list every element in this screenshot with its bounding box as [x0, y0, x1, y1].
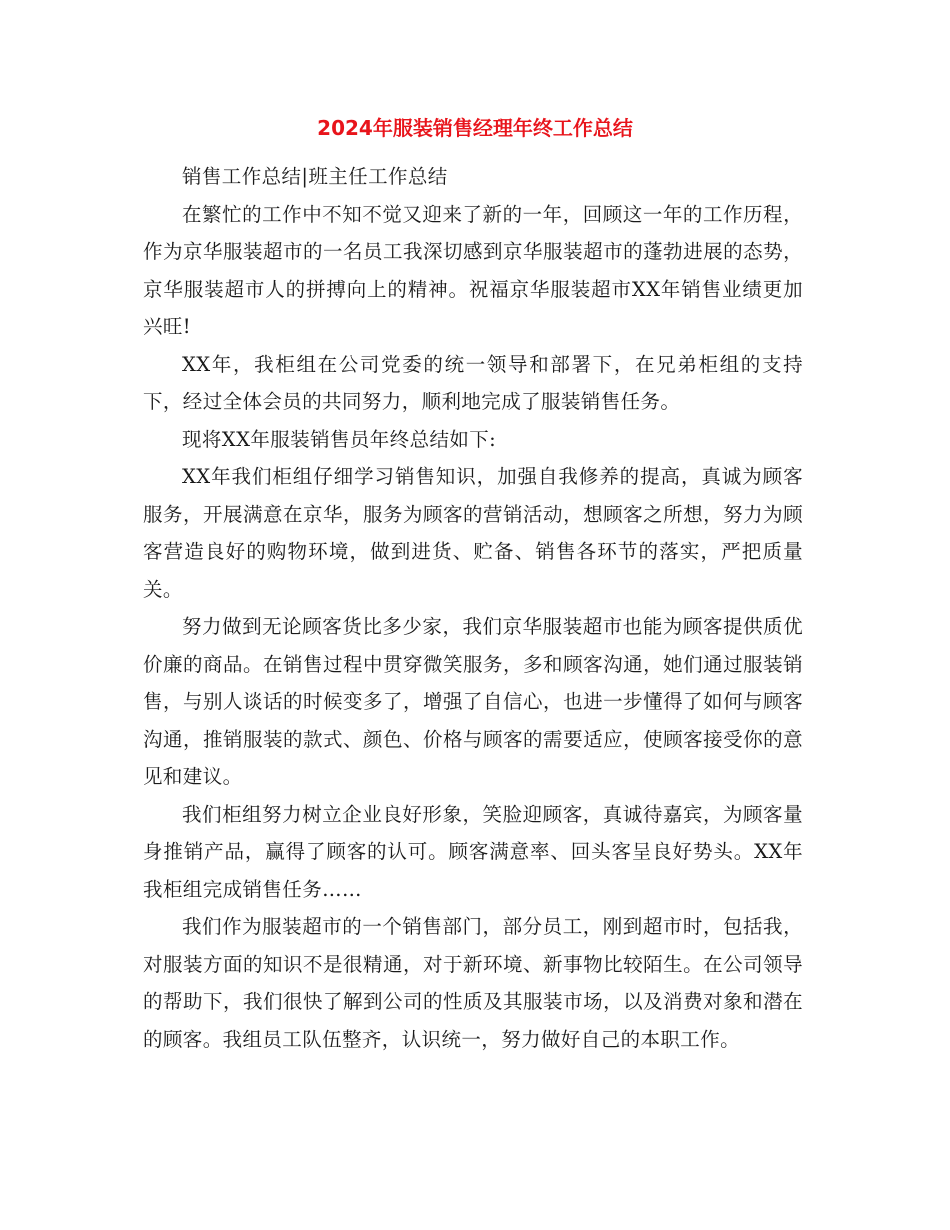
document-subtitle: 销售工作总结|班主任工作总结	[182, 165, 448, 188]
paragraph-intro: 在繁忙的工作中不知不觉又迎来了新的一年，回顾这一年的工作历程，作为京华服装超市的一名员工我深切感到京华服装超市的蓬勃进展的态势，京华服装超市人的拼搏向上的精神。祝福京华服装超市XX年销售业绩更加兴旺!	[143, 202, 803, 338]
paragraph-task-completion: XX年，我柜组在公司党委的统一领导和部署下，在兄弟柜组的支持下，经过全体会员的共同努力，顺利地完成了服装销售任务。	[143, 352, 803, 413]
paragraph-summary-lead: 现将XX年服装销售员年终总结如下:	[182, 427, 497, 451]
document-body	[143, 158, 803, 1058]
paragraph-study-service: XX年我们柜组仔细学习销售知识，加强自我修养的提高，真诚为顾客服务，开展满意在京华，服务为顾客的营销活动，想顾客之所想，努力为顾客营造良好的购物环境，做到进货、贮备、销售各环节的落实，严把质量关。	[143, 465, 803, 601]
paragraph-quality-goods: 努力做到无论顾客货比多少家，我们京华服装超市也能为顾客提供质优价廉的商品。在销售过程中贯穿微笑服务，多和顾客沟通，她们通过服装销售，与别人谈话的时候变多了，增强了自信心，也进一步懂得了如何与顾客沟通，推销服装的款式、颜色、价格与顾客的需要适应，使顾客接受你的意见和建议。	[143, 615, 803, 788]
paragraph-team-growth: 我们作为服装超市的一个销售部门，部分员工，刚到超市时，包括我，对服装方面的知识不是很精通，对于新环境、新事物比较陌生。在公司领导的帮助下，我们很快了解到公司的性质及其服装市场，以及消费对象和潜在的顾客。我组员工队伍整齐，认识统一，努力做好自己的本职工作。	[143, 915, 803, 1051]
paragraph-company-image: 我们柜组努力树立企业良好形象，笑脸迎顾客，真诚待嘉宾，为顾客量身推销产品，赢得了顾客的认可。顾客满意率、回头客呈良好势头。XX年我柜组完成销售任务……	[143, 802, 803, 901]
document-title: 2024年服装销售经理年终工作总结	[317, 116, 633, 140]
